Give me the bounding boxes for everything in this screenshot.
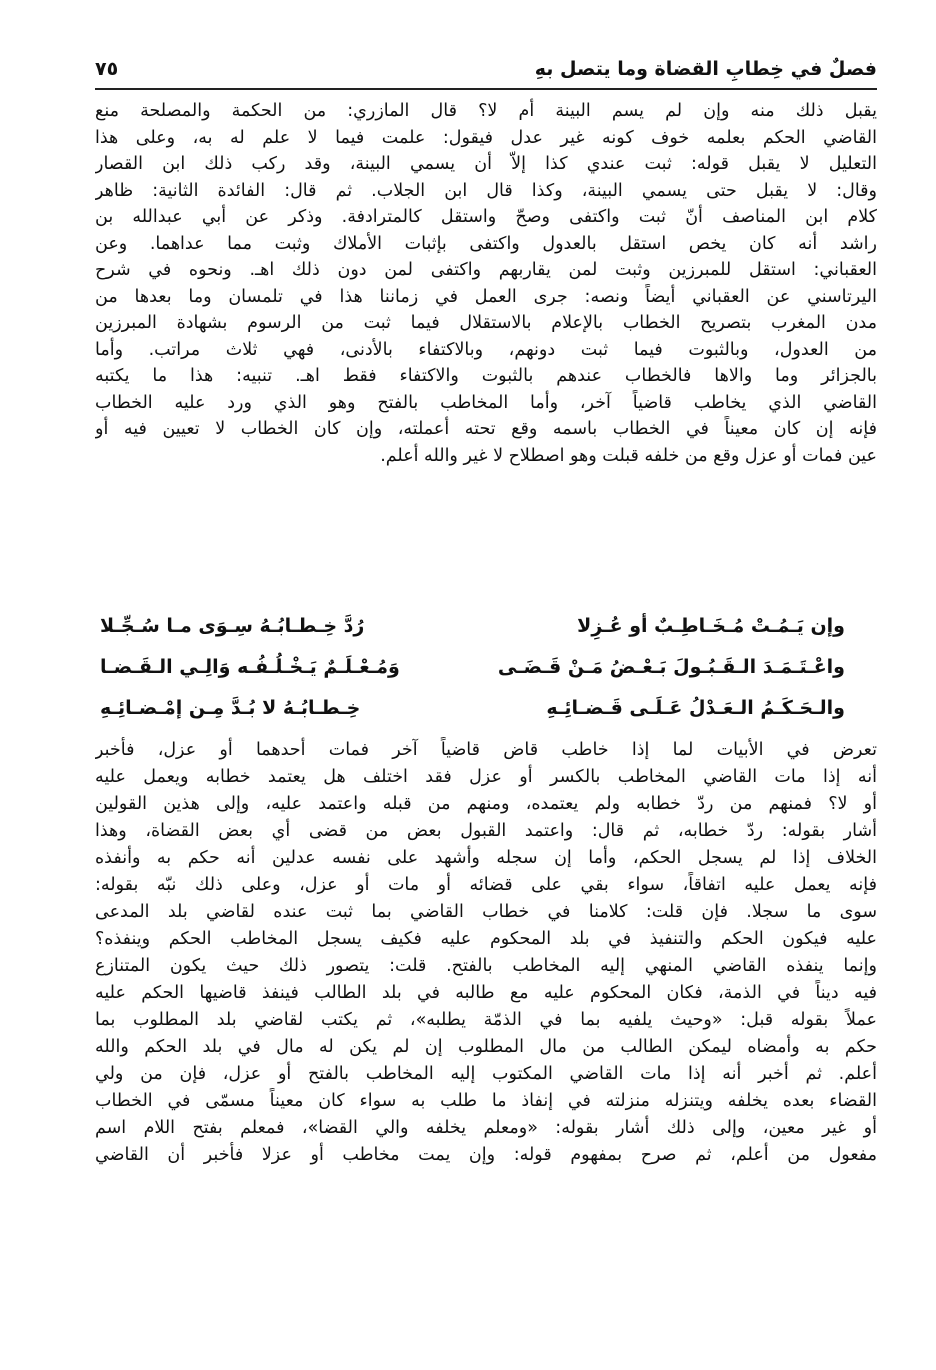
text-line: الخلاف إذا لم يسجل الحكم، وأما إن سجله وأشهد على نفسه عدلين أنه حكم به وأنفذه — [95, 848, 877, 868]
text-line: عليه فيكون الحكم والتنفيذ في بلد المحكوم عليه فكيف يسجل المخاطب الحكم وينفذه؟ — [95, 929, 877, 949]
hemistich-second: وَمُـعْـلَـمٌ يَـخْـلُـفُـه وَالِـي الـقَـضـا — [100, 656, 400, 678]
text-line: وقال: لا يقبل حتى يسمي البينة، وكذا قال ابن الجلاب. ثم قال: الفائدة الثانية: ظاهر — [95, 180, 877, 201]
text-line: يقبل ذلك منه وإن لم يسم البينة أم لا؟ قال المازري: من الحكمة والمصلحة منع — [95, 101, 877, 121]
text-line: أو غير معين، وإلى ذلك أشار بقوله: «ومعلم يخلفه والي القضا»، فمعلم بفتح اللام اسم — [95, 1118, 877, 1138]
text-line: العقباني: استقل للمبرزين وثبت لمن يقاربهم واكتفى لمن دون ذلك اهـ. ونحوه في شرح — [95, 260, 877, 280]
text-line: التعليل لا يقبل قوله: ثبت عندي كذا إلاَّ أن يسمي البينة، وقد ركب ذلك ابن القصار — [95, 154, 877, 174]
verse — [100, 647, 845, 688]
verse — [100, 606, 845, 647]
text-line: أعلم. ثم أخبر أنه إذا مات القاضي المكتوب إليه المخاطب بالفتح أو عزل، فإن من ولي — [95, 1064, 877, 1084]
hemistich-second: خِـطـابُـهُ لا بُـدَّ مِـن إمْـضـائِـهِ — [100, 697, 361, 719]
text-line: اليرتاسني عن العقباني أيضاً ونصه: جرى العمل في زماننا هذا في تلمسان وما بعدها من — [95, 286, 877, 307]
text-line: فإنه يعمل عليه اتفاقاً، سواء بقي على قضائه أو مات أو عزل، وعلى ذلك نبّه بقوله: — [95, 875, 877, 895]
text-line: عين فمات أو عزل وقع من خلفه قبلت وهو اصطلاح لا غير والله أعلم. — [380, 445, 877, 466]
text-line: تعرض في الأبيات لما إذا خاطب قاض قاضياً آخر فمات أحدهما أو عزل، فأخبر — [95, 740, 877, 760]
text-line: فيه ديناً في الذمة، فكان المحكوم عليه مع طالبه في بلد الطالب فينفذ قاضيها الحكم عليه — [95, 983, 877, 1003]
text-line: وإنما ينفذه القاضي المنهي إليه المخاطب بالفتح. قلت: يتصور ذلك حيث يكون المتنازع — [95, 956, 877, 976]
text-line: فإنه إن كان معيناً في الخطاب باسمه وقع تحته أعملته، وإن كان الخطاب لا تعيين فيه أو — [95, 419, 877, 439]
text-line: مدن المغرب بتصريح الخطاب بالإعلام بالاستقلال فيما ثبت من الرسوم بشهادة المبرزين — [95, 313, 877, 333]
text-line: القضاء بعده يخلفه ويتنزله منزلته في إنفاذ ما طلب به سواء كان معيناً مسمّى في الخطاب — [95, 1091, 877, 1111]
paragraph-1 — [95, 98, 877, 469]
text-line: بالجزائر وما والاها فالخطاب عندهم بالثبوت والاكتفاء فقط اهـ. تنبيه: هذا ما يكتبه — [95, 366, 877, 386]
text-line: القاضي الحكم بعلمه خوف كونه غير عدل فيقول: علمت فيما لا علم له به، وعلى هذا — [95, 127, 877, 148]
poem-verses — [100, 606, 845, 729]
verse — [100, 688, 845, 729]
text-line: أنه إذا مات القاضي المخاطب بالكسر أو عزل فقد اختلف هل يعتمد خطابه ويعمل عليه — [95, 767, 877, 787]
text-line: كلام ابن المناصف أنّ ثبت واكتفى وصحّ واستقل كالمترادفة. وذكر عن أبي عبدالله بن — [95, 207, 877, 227]
paragraph-2 — [95, 737, 877, 1169]
text-line: القاضي الذي يخاطب قاضياً آخر، وأما المخاطب بالفتح وهو الذي ورد عليه الخطاب — [95, 392, 877, 413]
text-line: أو لا؟ فمنهم من ردّ خطابه ولم يعتمده، ومنهم من قبله واعتمد عليه، وإلى هذين القولين — [95, 794, 877, 814]
text-line: حكم به وأمضاه ليمكن الطالب من مال المطلوب إن لم يكن له مال في بلد الحكم والله — [95, 1037, 877, 1057]
text-line: راشد أنه كان يخص استقل بالعدول واكتفى بإثبات الأملاك وثبت مما عداهما. وعن — [95, 233, 877, 254]
chapter-title: فصلٌ في خِطابِ القضاة وما يتصل بهِ — [534, 58, 877, 80]
text-line: مفعول من أعلم، ثم صرح بمفهوم قوله: وإن يمت مخاطب أو عزلا فأخبر أن القاضي — [95, 1145, 877, 1165]
hemistich-first: واعْـتَـمَـدَ الـقَـبُـولَ بَـعْـضُ مَـنْ قَـضَـى — [497, 656, 845, 678]
hemistich-first: والـحَـكَـمُ الـعَـدْلُ عَـلَـى قَـضـائِـهِ — [546, 697, 845, 719]
text-line: سوى ما سجلا. فإن قلت: كلامنا في خطاب القاضي بما ثبت عنده لقاضي بلد المدعى — [95, 902, 877, 922]
running-header — [95, 58, 877, 90]
hemistich-first: وإن يَـمُـتْ مُـخَـاطِـبٌ أو عُـزِلا — [577, 615, 845, 637]
text-line: عملاً بقوله قبل: «وحيث يلفيه بما في الذمّة يطلبه»، ثم يكتب لقاضي بلد المطلوب بما — [95, 1010, 877, 1030]
text-line: أشار بقوله: ردّ خطابه، ثم قال: واعتمد القبول بعض من قضى أي بعض القضاة، وهذا — [95, 821, 877, 841]
text-line: من العدول، وبالثبوت فيما ثبت دونهم، وبالاكتفاء بالأدنى، فهي ثلاث مراتب. وأما — [95, 339, 877, 360]
page-number: ٧٥ — [95, 58, 119, 80]
hemistich-second: رُدَّ خِـطـابُـهُ سِـوَى مـا سُـجِّـلا — [100, 615, 365, 637]
